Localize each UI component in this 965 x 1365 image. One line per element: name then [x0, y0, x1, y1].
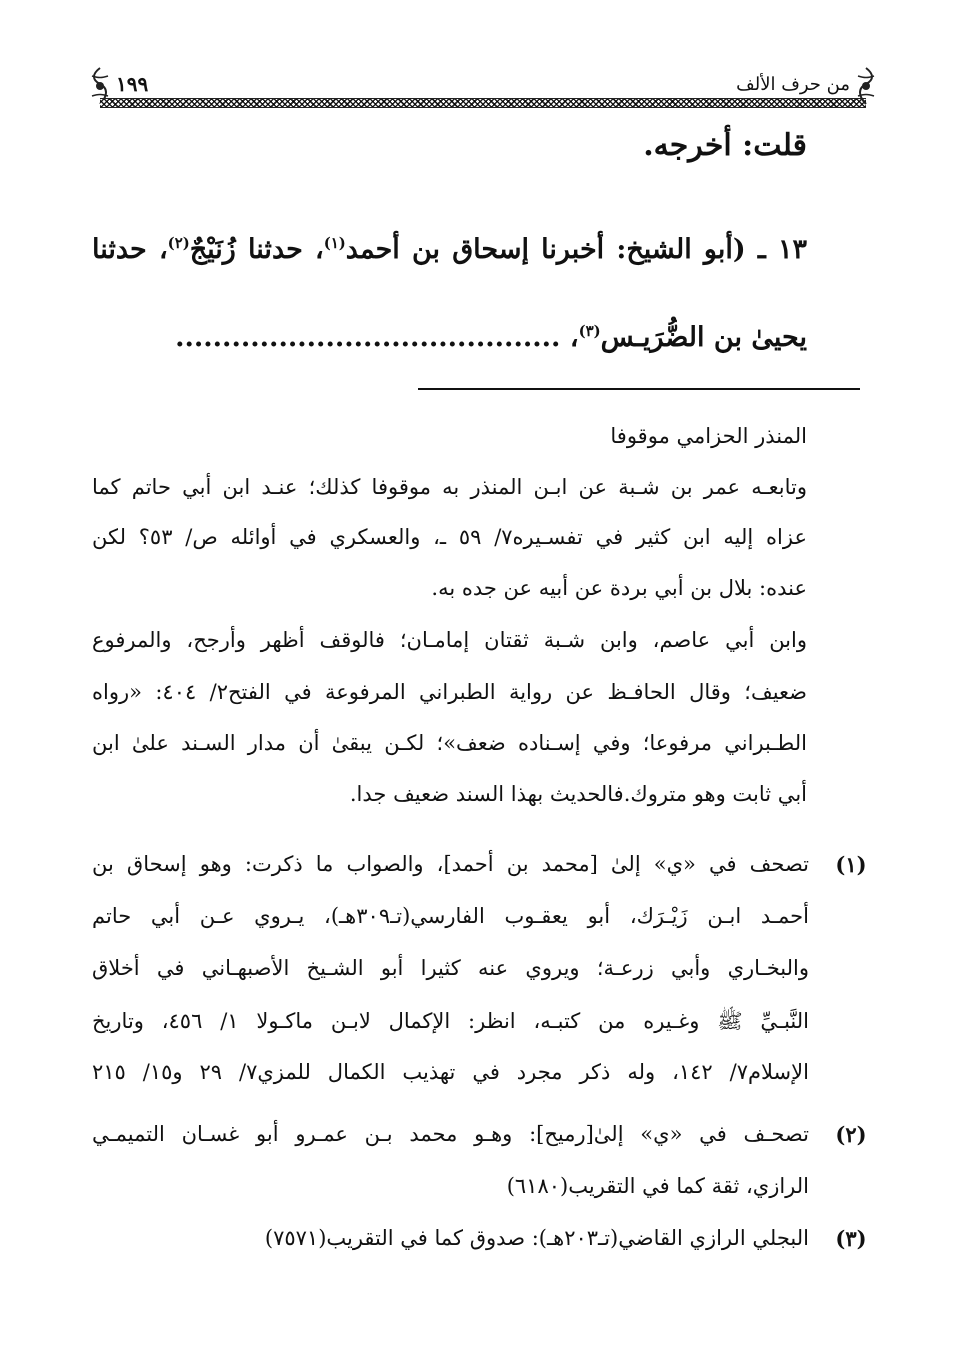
ellipsis-dots: .........................................	[175, 322, 561, 353]
footnote-line: أحمـد ابـن زَيْـرَك، أبو يعقـوب الفارسي(تـ٣٠٩هـ)، يـروي عـن أبي حاتم	[92, 904, 810, 928]
footnote-ref-1[interactable]: (١)	[323, 234, 346, 252]
hadith-line2-suffix: ،	[560, 322, 579, 353]
footnote-3	[92, 1222, 873, 1272]
footnote-ref-3[interactable]: (٣)	[578, 322, 601, 340]
hadith-line-2	[92, 322, 807, 353]
hadith-line1-mid: ، حدثنا زُنَيْجٌ	[189, 234, 324, 265]
continuation-line: عنده: بلال بن أبي بردة عن أبيه عن جده به.	[431, 576, 807, 600]
continuation-line: عزاه إليه ابن كثير في تفسـيره٧/ ٥٩ ـ، والعسكري في أوائله ص/ ٥٣؟ لكن	[92, 525, 807, 549]
footnote-number: (٣)	[835, 1226, 867, 1251]
running-title: من حرف الألف	[736, 74, 850, 95]
ornament-right-icon	[854, 66, 878, 106]
hadith-line-1	[92, 234, 807, 265]
footnote-line: تصحـف في «ي» إلىٰ[رميح]: وهـو محمد بـن عمـرو أبو غسـان التميمـي	[92, 1122, 809, 1146]
footnote-line: الرازي، ثقة كما في التقريب(٦١٨٠)	[506, 1174, 809, 1198]
page-number: ١٩٩	[116, 72, 149, 96]
continuation-line: ضعيف؛ وقال الحافـظ عن رواية الطبراني المرفوعة في الفتح٢/ ٤٠٤: «رواه	[92, 680, 808, 704]
footnote-line: النَّبـيِّ ﷺ وغـيره من كتبـه، انظر: الإكمال لابـن ماكـولا ١/ ٤٥٦، وتاريخ	[92, 1009, 809, 1033]
hadith-line1-suffix: ، حدثنا	[92, 234, 168, 265]
page-header	[88, 60, 878, 110]
footnote-line: تصحف في «ي» إلىٰ [محمد بن أحمد]، والصواب ما ذكرت: وهو إسحاق بن	[92, 852, 809, 876]
footnote-2	[92, 1118, 873, 1218]
footnote-1	[92, 848, 873, 1108]
continuation-line: الطـبراني مرفوعا؛ وفي إسـناده ضعف»؛ لكـن يبقىٰ أن مدار السـند علىٰ ابن	[92, 731, 807, 755]
footnote-number: (١)	[835, 852, 867, 877]
qult-line: قلت: أخرجه.	[643, 128, 807, 163]
header-border	[100, 98, 866, 108]
footnote-separator	[418, 388, 860, 390]
hadith-line2-prefix: يحيىٰ بن الضُّرَيـس	[600, 322, 807, 353]
footnote-line: والبخـاري وأبي زرعـة؛ ويروي عنه كثيرا أبو الشـيخ الأصبهـاني في أخلاق	[92, 956, 809, 980]
hadith-line1-prefix: ١٣ ـ (أبو الشيخ: أخبرنا إسحاق بن أحمد	[345, 234, 807, 265]
continuation-line: وابن أبي عاصم، وابن شـبة ثقتان إمامـان؛ فالوقف أظهر وأرجح، والمرفوع	[92, 628, 807, 652]
continuation-line: أبي ثابت وهو متروك.فالحديث بهذا السند ضعيف جدا.	[349, 782, 807, 806]
footnote-line: الإسلام٧/ ١٤٢، وله ذكر مجرد في تهذيب الكمال للمزي٧/ ٢٩ و١٥/ ٢١٥	[92, 1060, 809, 1084]
continuation-line: المنذر الحزامي موقوفا	[610, 424, 807, 448]
footnote-ref-2[interactable]: (٢)	[167, 234, 190, 252]
footnote-number: (٢)	[835, 1122, 867, 1147]
footnote-line: البجلي الرازي القاضي(تـ٢٠٣هـ): صدوق كما في التقريب(٧٥٧١)	[264, 1226, 809, 1250]
continuation-line: وتابعـه عمر بن شـبة عن ابـن المنذر به موقوفا كذلك؛ عنـد ابن أبي حاتم كما	[92, 475, 807, 499]
